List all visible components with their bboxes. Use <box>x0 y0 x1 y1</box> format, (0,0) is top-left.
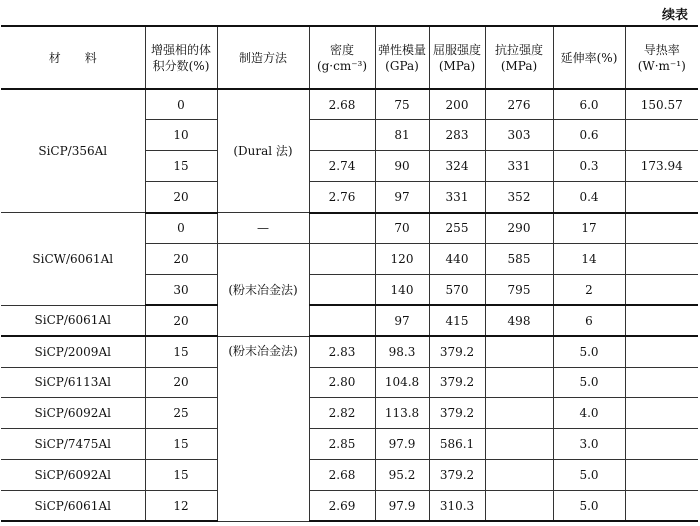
table-header <box>1 26 698 89</box>
table-row <box>1 491 698 522</box>
table-row <box>1 398 698 429</box>
thermal-cell <box>625 120 698 151</box>
thermal-cell <box>625 336 698 367</box>
yield-cell: 324 <box>429 151 485 182</box>
yield-cell: 379.2 <box>429 336 485 367</box>
material-cell: SiCP/7475Al <box>1 429 145 460</box>
density-cell: 2.85 <box>309 429 375 460</box>
vol-cell: 15 <box>145 460 217 491</box>
modulus-cell: 70 <box>375 213 429 244</box>
elong-cell: 5.0 <box>553 491 625 522</box>
table-row <box>1 89 698 120</box>
tensile-cell: 795 <box>485 274 553 305</box>
header-yield: 屈服强度(MPa) <box>429 26 485 89</box>
modulus-cell: 104.8 <box>375 367 429 398</box>
tensile-cell: 331 <box>485 151 553 182</box>
tensile-cell <box>485 460 553 491</box>
tensile-cell: 303 <box>485 120 553 151</box>
header-method: 制造方法 <box>217 26 309 89</box>
yield-cell: 200 <box>429 89 485 120</box>
yield-cell: 586.1 <box>429 429 485 460</box>
yield-cell: 331 <box>429 182 485 213</box>
material-cell: SiCP/6092Al <box>1 460 145 491</box>
elong-cell: 5.0 <box>553 460 625 491</box>
density-cell: 2.74 <box>309 151 375 182</box>
table-row <box>1 429 698 460</box>
density-cell: 2.68 <box>309 460 375 491</box>
elong-cell: 17 <box>553 213 625 244</box>
density-cell <box>309 120 375 151</box>
tensile-cell: 276 <box>485 89 553 120</box>
thermal-cell <box>625 491 698 522</box>
header-modulus: 弹性模量(GPa) <box>375 26 429 89</box>
table-row <box>1 305 698 336</box>
tensile-cell <box>485 429 553 460</box>
thermal-cell <box>625 274 698 305</box>
modulus-cell: 120 <box>375 243 429 274</box>
tensile-cell <box>485 398 553 429</box>
tensile-cell: 585 <box>485 243 553 274</box>
density-cell <box>309 274 375 305</box>
material-cell: SiCP/6061Al <box>1 491 145 522</box>
thermal-cell <box>625 460 698 491</box>
elong-cell: 6 <box>553 305 625 336</box>
table-row <box>1 460 698 491</box>
elong-cell: 0.4 <box>553 182 625 213</box>
elong-cell: 5.0 <box>553 336 625 367</box>
table-row <box>1 367 698 398</box>
vol-cell: 15 <box>145 429 217 460</box>
elong-cell: 5.0 <box>553 367 625 398</box>
modulus-cell: 97 <box>375 182 429 213</box>
density-cell: 2.82 <box>309 398 375 429</box>
vol-cell: 20 <box>145 367 217 398</box>
material-cell: SiCP/6113Al <box>1 367 145 398</box>
vol-cell: 15 <box>145 336 217 367</box>
yield-cell: 379.2 <box>429 398 485 429</box>
density-cell: 2.80 <box>309 367 375 398</box>
thermal-cell <box>625 429 698 460</box>
elong-cell: 4.0 <box>553 398 625 429</box>
thermal-cell <box>625 305 698 336</box>
header-tensile: 抗拉强度(MPa) <box>485 26 553 89</box>
tensile-cell: 352 <box>485 182 553 213</box>
density-cell <box>309 305 375 336</box>
density-cell: 2.83 <box>309 336 375 367</box>
header-volume-fraction: 增强相的体积分数(%) <box>145 26 217 89</box>
header-material: 材 料 <box>1 26 145 89</box>
table-row <box>1 213 698 244</box>
vol-cell: 0 <box>145 89 217 120</box>
yield-cell: 415 <box>429 305 485 336</box>
tensile-cell <box>485 367 553 398</box>
modulus-cell: 90 <box>375 151 429 182</box>
thermal-cell <box>625 367 698 398</box>
modulus-cell: 97.9 <box>375 491 429 522</box>
elong-cell: 14 <box>553 243 625 274</box>
elong-cell: 2 <box>553 274 625 305</box>
modulus-cell: 95.2 <box>375 460 429 491</box>
continued-caption: 续表 <box>661 8 688 23</box>
header-density: 密度(g·cm⁻³) <box>309 26 375 89</box>
header-thermal: 导热率(W·m⁻¹) <box>625 26 698 89</box>
vol-cell: 0 <box>145 213 217 244</box>
method-cell: (粉末冶金法) <box>217 336 309 521</box>
yield-cell: 310.3 <box>429 491 485 522</box>
thermal-cell: 173.94 <box>625 151 698 182</box>
vol-cell: 20 <box>145 243 217 274</box>
tensile-cell <box>485 336 553 367</box>
material-cell: SiCP/2009Al <box>1 336 145 367</box>
density-cell <box>309 213 375 244</box>
yield-cell: 283 <box>429 120 485 151</box>
yield-cell: 570 <box>429 274 485 305</box>
density-cell <box>309 243 375 274</box>
modulus-cell: 97.9 <box>375 429 429 460</box>
method-cell: (粉末冶金法) <box>217 243 309 336</box>
yield-cell: 255 <box>429 213 485 244</box>
modulus-cell: 75 <box>375 89 429 120</box>
vol-cell: 30 <box>145 274 217 305</box>
material-cell: SiCP/6092Al <box>1 398 145 429</box>
thermal-cell <box>625 182 698 213</box>
elong-cell: 0.3 <box>553 151 625 182</box>
vol-cell: 20 <box>145 305 217 336</box>
vol-cell: 10 <box>145 120 217 151</box>
vol-cell: 15 <box>145 151 217 182</box>
density-cell: 2.68 <box>309 89 375 120</box>
method-cell: (Dural 法) <box>217 89 309 213</box>
modulus-cell: 81 <box>375 120 429 151</box>
properties-table <box>1 25 698 522</box>
material-cell: SiCP/6061Al <box>1 305 145 336</box>
density-cell: 2.69 <box>309 491 375 522</box>
modulus-cell: 140 <box>375 274 429 305</box>
method-cell: — <box>217 213 309 244</box>
material-cell: SiCP/356Al <box>1 89 145 213</box>
vol-cell: 12 <box>145 491 217 522</box>
tensile-cell: 498 <box>485 305 553 336</box>
modulus-cell: 98.3 <box>375 336 429 367</box>
vol-cell: 25 <box>145 398 217 429</box>
vol-cell: 20 <box>145 182 217 213</box>
thermal-cell: 150.57 <box>625 89 698 120</box>
density-cell: 2.76 <box>309 182 375 213</box>
elong-cell: 6.0 <box>553 89 625 120</box>
elong-cell: 3.0 <box>553 429 625 460</box>
header-elongation: 延伸率(%) <box>553 26 625 89</box>
yield-cell: 379.2 <box>429 367 485 398</box>
tensile-cell <box>485 491 553 522</box>
table-row <box>1 336 698 367</box>
table-body <box>1 89 698 521</box>
modulus-cell: 113.8 <box>375 398 429 429</box>
yield-cell: 379.2 <box>429 460 485 491</box>
thermal-cell <box>625 243 698 274</box>
thermal-cell <box>625 398 698 429</box>
thermal-cell <box>625 213 698 244</box>
material-cell: SiCW/6061Al <box>1 213 145 306</box>
elong-cell: 0.6 <box>553 120 625 151</box>
yield-cell: 440 <box>429 243 485 274</box>
modulus-cell: 97 <box>375 305 429 336</box>
tensile-cell: 290 <box>485 213 553 244</box>
